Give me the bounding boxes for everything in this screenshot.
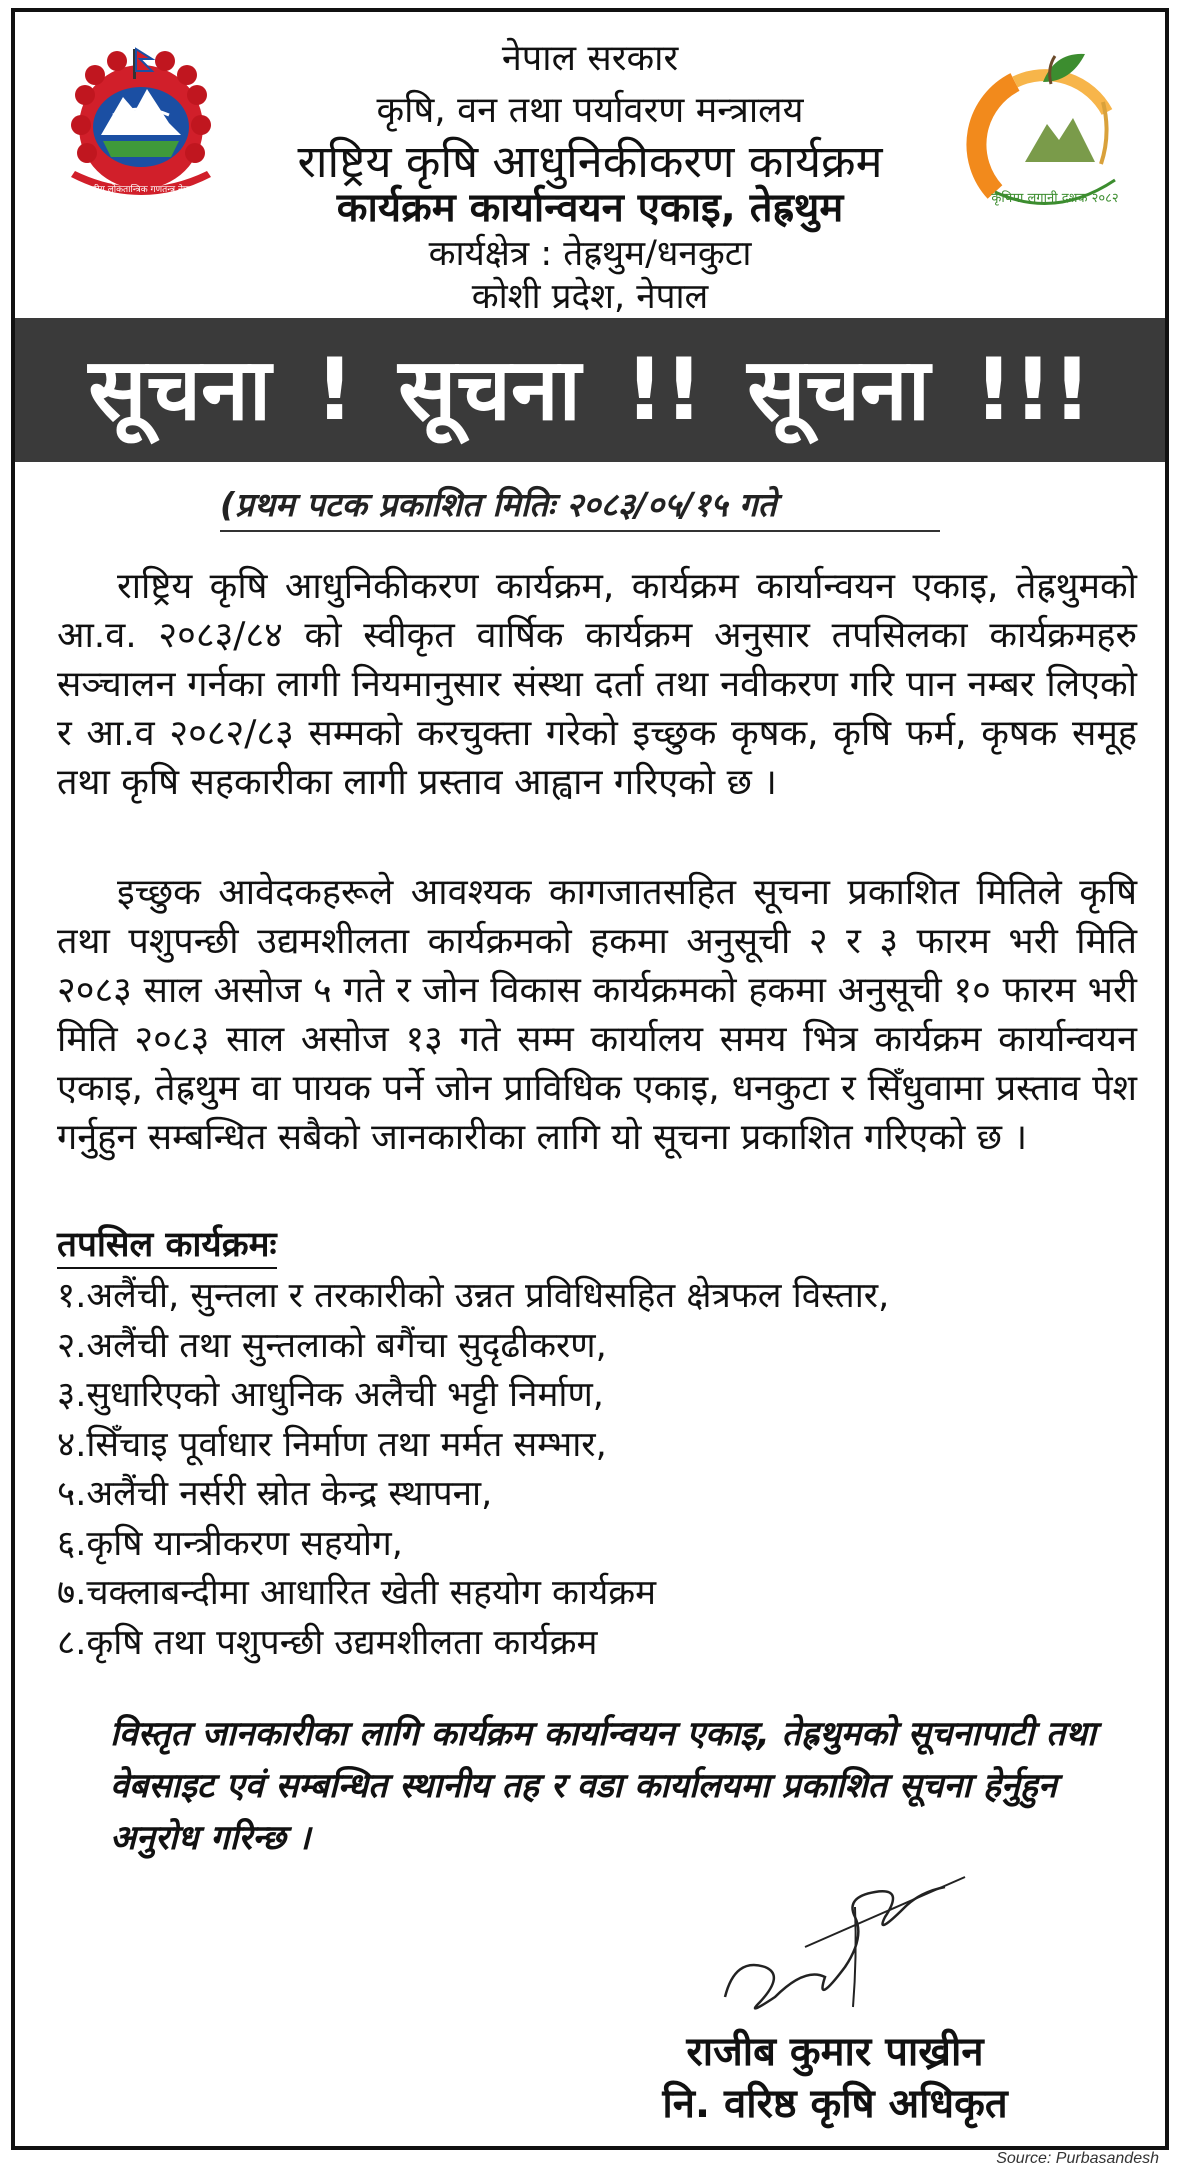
list-item: ७.चक्लाबन्दीमा आधारित खेती सहयोग कार्यक्रम [57, 1573, 657, 1613]
list-item: ३.सुधारिएको आधुनिक अलैची भट्टी निर्माण, [57, 1375, 604, 1415]
signatory-title: नि. वरिष्ठ कृषि अधिकृत [662, 2081, 1008, 2127]
list-item: २.अलैंची तथा सुन्तलाको बगैंचा सुदृढीकरण, [57, 1325, 607, 1366]
header-program: राष्ट्रिय कृषि आधुनिकीकरण कार्यक्रम [297, 135, 883, 188]
agriculture-decade-logo-icon [955, 42, 1145, 232]
notice-paragraph-1: राष्ट्रिय कृषि आधुनिकीकरण कार्यक्रम, कार्यक्रम कार्यान्वयन एकाइ, तेह्रथुमको आ.व. २०८३/८४ को स्वीकृत वार्षिक कार्यक्रम अनुसार तपसिलका कार्यक्रमहरु सञ्चालन गर्नका लागी नियमानुसार संस्था दर्ता तथा नवीकरण गरि पान नम्बर लिएको र आ.व २०८२/८३ सम्मको करचुक्ता गरेको इच्छुक कृषक, कृषि फर्म, कृषक समूह तथा कृषि सहकारीका लागी प्रस्ताव आह्वान गरिएको छ । [57, 566, 1137, 803]
source-credit: Source: Purbasandesh [996, 2150, 1159, 2167]
publication-date: (प्रथम पटक प्रकाशित मितिः २०८३/०५/१५ गते [220, 485, 777, 524]
list-item: ५.अलैंची नर्सरी स्रोत केन्द्र स्थापना, [57, 1474, 493, 1514]
signatory-name: राजीब कुमार पाख्रीन [686, 2029, 984, 2075]
header-unit: कार्यक्रम कार्यान्वयन एकाइ, तेह्रथुम [336, 185, 844, 231]
list-item: ४.सिँचाइ पूर्वाधार निर्माण तथा मर्मत सम्भार, [57, 1424, 607, 1465]
header-ministry: कृषि, वन तथा पर्यावरण मन्त्रालय [376, 90, 804, 131]
logo-text: कृषिमा लगानी दशक २०८२ [991, 191, 1119, 206]
list-item: ६.कृषि यान्त्रीकरण सहयोग, [57, 1523, 403, 1564]
closing-note: विस्तृत जानकारीका लागि कार्यक्रम कार्यान्वयन एकाइ, तेह्रथुमको सूचनापाटी तथा वेबसाइट एवं सम्बन्धित स्थानीय तह र वडा कार्यालयमा प्रकाशित सूचना हेर्नुहुन अनुरोध गरिन्छ । [110, 1714, 1096, 1858]
signature-icon [705, 1847, 985, 2037]
header-area: कार्यक्षेत्र : तेह्रथुम/धनकुटा [428, 234, 752, 274]
notice-banner: सूचना ! सूचना !! सूचना !!! [15, 318, 1165, 462]
programs-title: तपसिल कार्यक्रमः [57, 1220, 277, 1269]
list-item: १.अलैंची, सुन्तला र तरकारीको उन्नत प्रविधिसहित क्षेत्रफल विस्तार, [57, 1276, 890, 1316]
notice-frame [11, 8, 1169, 2150]
header-province: कोशी प्रदेश, नेपाल [471, 277, 709, 317]
publication-date-underline [220, 530, 940, 532]
program-list [57, 1272, 889, 1668]
list-item: ८.कृषि तथा पशुपन्छी उद्यमशीलता कार्यक्रम [57, 1622, 598, 1663]
svg-text:सङ्घीय लोकतान्त्रिक गणतन्त्र न: सङ्घीय लोकतान्त्रिक गणतन्त्र नेपाल [85, 185, 197, 195]
notice-paragraph-2: इच्छुक आवेदकहरूले आवश्यक कागजातसहित सूचना प्रकाशित मितिले कृषि तथा पशुपन्छी उद्यमशीलता कार्यक्रमको हकमा अनुसूची २ र ३ फारम भरी मिति २०८३ साल असोज ५ गते र जोन विकास कार्यक्रमको हकमा अनुसूची १० फारम भरी मिति २०८३ साल असोज १३ गते सम्म कार्यालय समय भित्र कार्यक्रम कार्यान्वयन एकाइ, तेह्रथुम वा पायक पर्ने जोन प्राविधिक एकाइ, धनकुटा र सिँधुवामा प्रस्ताव पेश गर्नुहुन सम्बन्धित सबैको जानकारीका लागि यो सूचना प्रकाशित गरिएको छ । [57, 872, 1137, 1158]
header-government: नेपाल सरकार [501, 38, 679, 79]
